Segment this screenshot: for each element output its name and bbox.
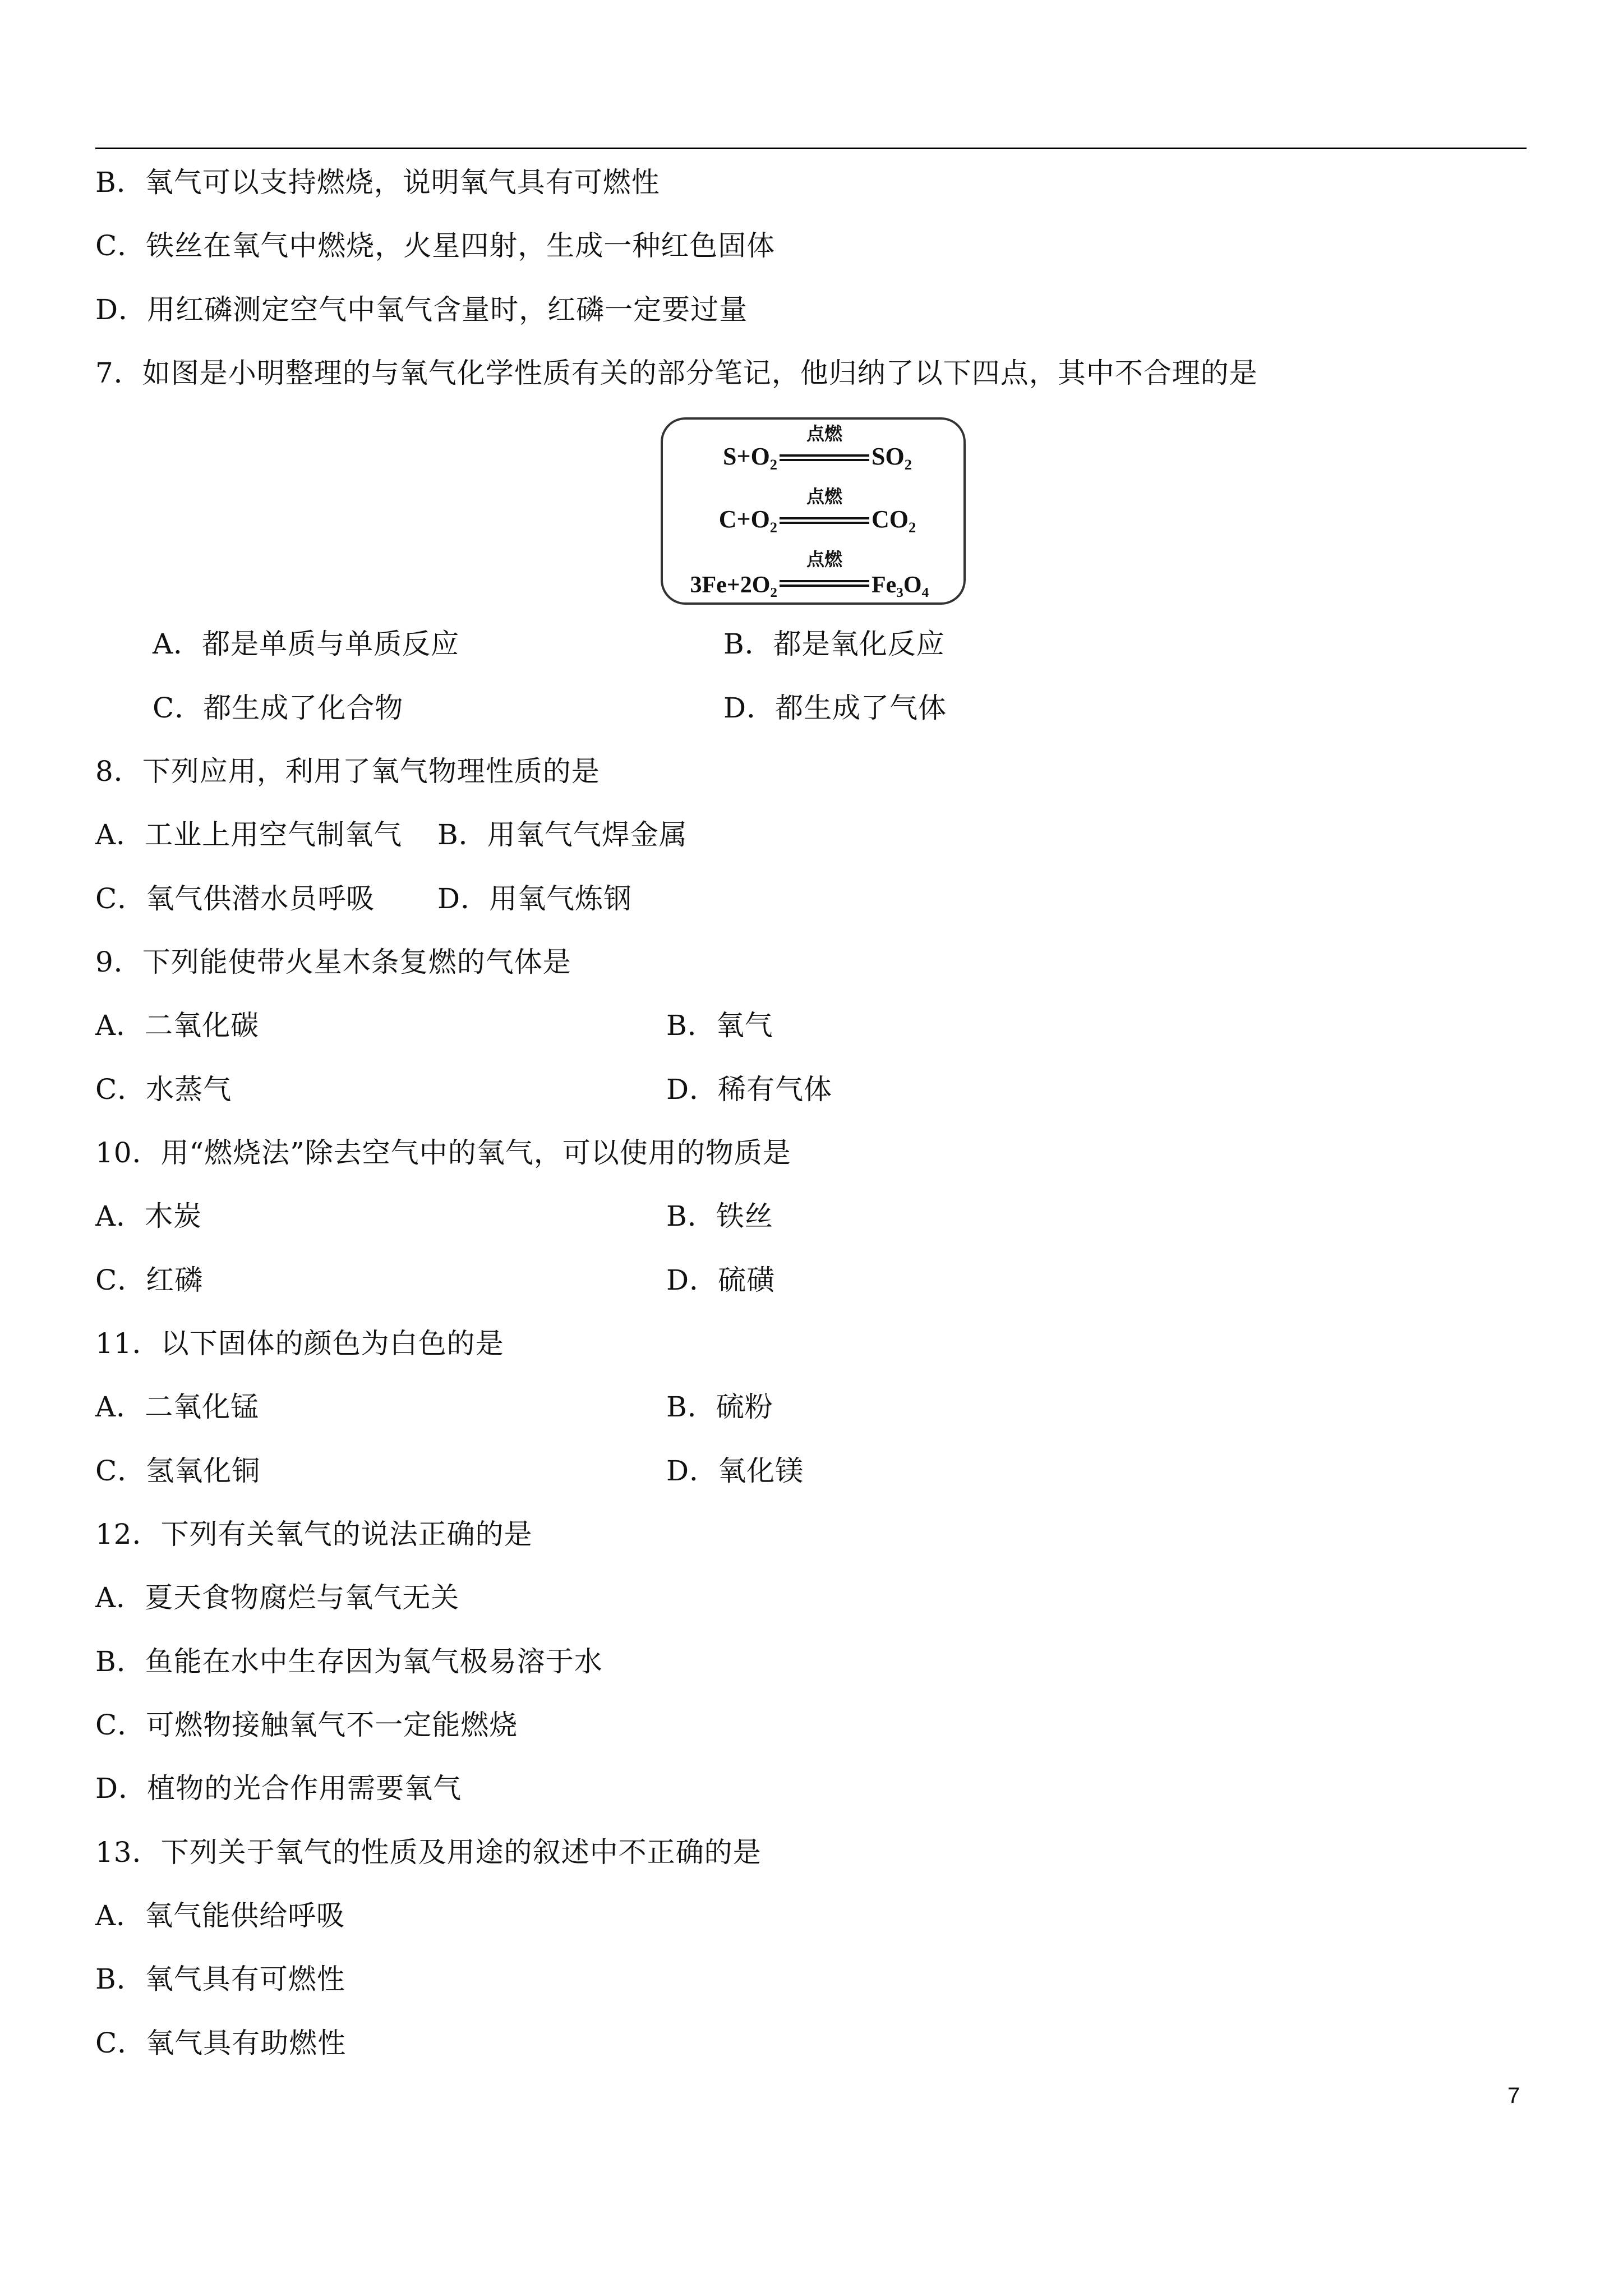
q6-option-c: C．铁丝在氧气中燃烧，火星四射，生成一种红色固体: [95, 229, 776, 262]
q10-option-a: A．木炭: [95, 1200, 202, 1232]
q9-option-d: D．稀有气体: [666, 1073, 833, 1106]
q10-stem: 10．用“燃烧法”除去空气中的氧气，可以使用的物质是: [95, 1137, 791, 1169]
eq1-reactants: S+O₂: [723, 443, 777, 470]
eq2-products: CO₂: [872, 505, 916, 533]
q10-option-c: C．红磷: [95, 1264, 204, 1296]
q11-option-c: C．氢氧化铜: [95, 1455, 261, 1487]
q9-option-c: C．水蒸气: [95, 1073, 232, 1106]
q7-option-b: B．都是氧化反应: [723, 628, 945, 660]
q11-option-a: A．二氧化锰: [95, 1391, 260, 1423]
q13-stem: 13．下列关于氧气的性质及用途的叙述中不正确的是: [95, 1836, 762, 1869]
header-rule: [95, 148, 1527, 149]
q12-option-d: D．植物的光合作用需要氧气: [95, 1772, 462, 1805]
page-number: 7: [1507, 2083, 1520, 2108]
eq3-condition: 点燃: [806, 549, 843, 570]
q13-option-a: A．氧气能供给呼吸: [95, 1899, 345, 1932]
q12-stem: 12．下列有关氧气的说法正确的是: [95, 1518, 533, 1550]
eq3-reactants: 3Fe+2O₂: [690, 572, 777, 598]
q12-option-b: B．鱼能在水中生存因为氧气极易溶于水: [95, 1645, 603, 1678]
q11-option-d: D．氧化镁: [666, 1455, 804, 1487]
q8-option-c: C．氧气供潜水员呼吸: [95, 882, 375, 915]
q7-option-a: A．都是单质与单质反应: [153, 628, 460, 660]
q9-option-a: A．二氧化碳: [95, 1009, 260, 1042]
equation-diagram: [663, 420, 968, 607]
eq2-condition: 点燃: [806, 486, 843, 507]
q6-option-d: D．用红磷测定空气中氧气含量时，红磷一定要过量: [95, 293, 748, 326]
q7-option-c: C．都生成了化合物: [153, 692, 404, 724]
q11-stem: 11．以下固体的颜色为白色的是: [95, 1327, 504, 1360]
q13-option-b: B．氧气具有可燃性: [95, 1963, 345, 1995]
q11-option-b: B．硫粉: [666, 1391, 773, 1423]
q7-option-d: D．都生成了气体: [723, 692, 947, 724]
eq2-reactants: C+O₂: [718, 505, 777, 533]
eq3-products: Fe₃O₄: [872, 572, 929, 598]
q12-option-a: A．夏天食物腐烂与氧气无关: [95, 1581, 460, 1614]
q7-stem: 7．如图是小明整理的与氧气化学性质有关的部分笔记，他归纳了以下四点，其中不合理的是: [95, 357, 1258, 389]
q12-option-c: C．可燃物接触氧气不一定能燃烧: [95, 1709, 518, 1741]
q8-option-a: A．工业上用空气制氧气: [95, 818, 403, 851]
q8-option-d: D．用氧气炼钢: [437, 882, 633, 915]
q9-stem: 9．下列能使带火星木条复燃的气体是: [95, 946, 571, 978]
q8-stem: 8．下列应用，利用了氧气物理性质的是: [95, 755, 600, 788]
q10-option-b: B．铁丝: [666, 1200, 773, 1232]
eq1-condition: 点燃: [806, 423, 843, 444]
q13-option-c: C．氧气具有助燃性: [95, 2027, 347, 2059]
eq1-products: SO₂: [872, 443, 912, 470]
q10-option-d: D．硫磺: [666, 1264, 776, 1296]
equation-notes-figure: [661, 417, 966, 605]
q6-option-b: B．氧气可以支持燃烧，说明氧气具有可燃性: [95, 166, 660, 199]
q8-option-b: B．用氧气气焊金属: [437, 818, 688, 851]
q9-option-b: B．氧气: [666, 1009, 773, 1042]
